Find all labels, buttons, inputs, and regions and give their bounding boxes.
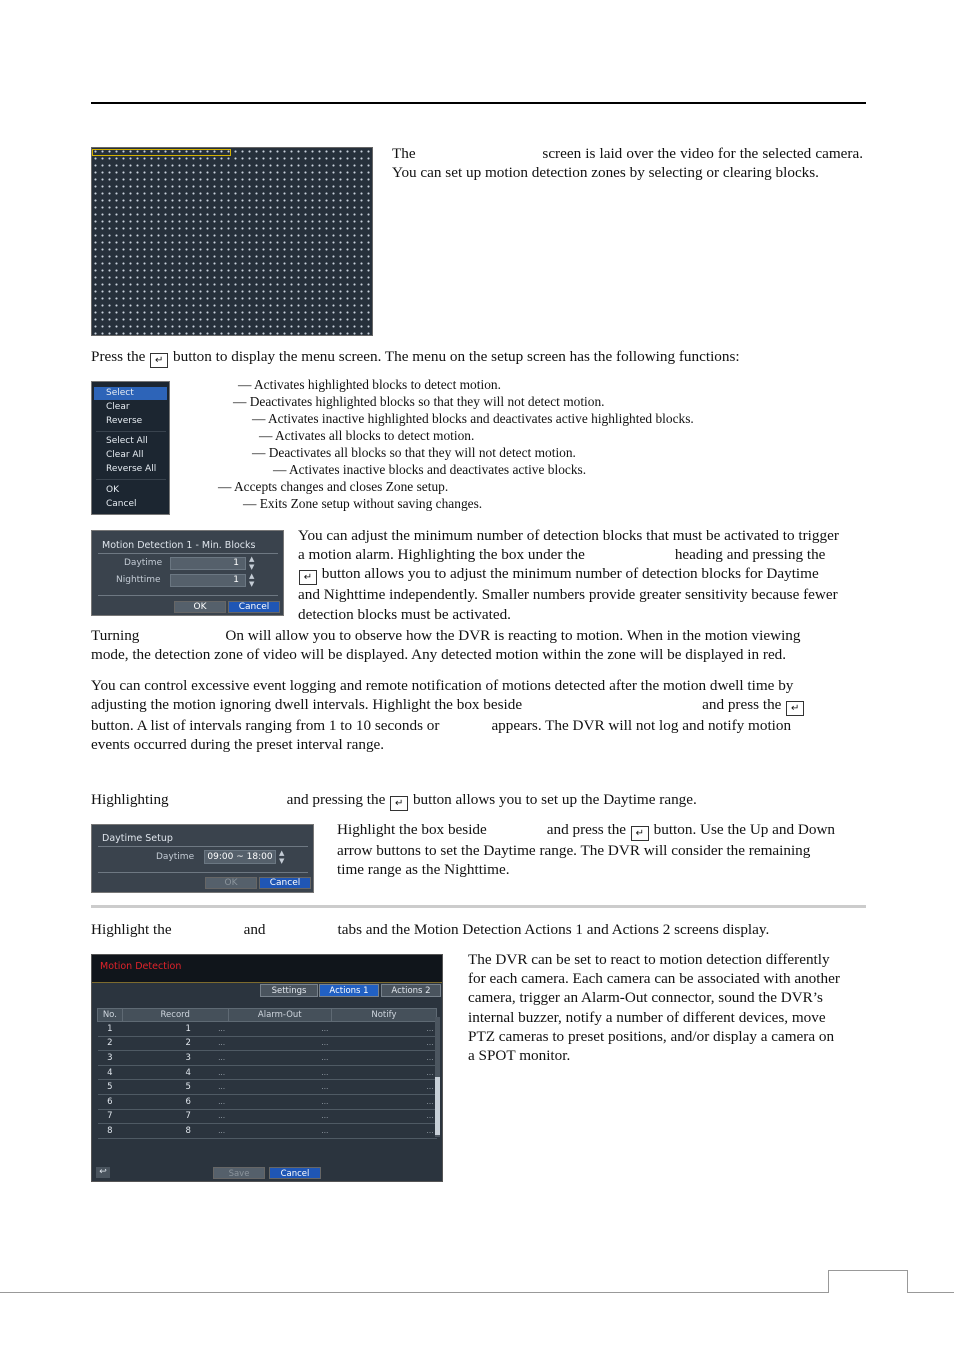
cell-record[interactable] xyxy=(122,1080,228,1095)
cell-notify[interactable] xyxy=(331,1036,436,1051)
ellipsis-icon[interactable]: … xyxy=(218,1112,226,1121)
cell-no: 2 xyxy=(98,1036,123,1051)
ellipsis-icon[interactable]: … xyxy=(426,1039,434,1048)
ellipsis-icon[interactable]: … xyxy=(426,1083,434,1092)
ellipsis-icon[interactable]: … xyxy=(426,1053,434,1062)
cancel-button[interactable]: Cancel xyxy=(228,601,280,613)
ellipsis-icon[interactable]: … xyxy=(321,1053,329,1062)
daytime-label: Daytime xyxy=(124,558,163,568)
cell-value: 6 xyxy=(185,1096,191,1107)
cell-no: 3 xyxy=(98,1051,123,1066)
cell-value: 5 xyxy=(185,1082,191,1093)
cell-no: 5 xyxy=(98,1080,123,1095)
ellipsis-icon[interactable]: … xyxy=(218,1068,226,1077)
ellipsis-icon[interactable]: … xyxy=(218,1053,226,1062)
cell-notify[interactable] xyxy=(331,1022,436,1037)
tab-actions-2[interactable]: Actions 2 xyxy=(381,984,441,997)
col-notify: Notify xyxy=(331,1009,436,1022)
desc-ok: — Accepts changes and closes Zone setup. xyxy=(218,479,449,494)
menu-item-clear-all[interactable]: Clear All xyxy=(106,450,144,460)
enter-key-icon: ↵ xyxy=(150,353,168,368)
cell-record[interactable] xyxy=(122,1109,228,1124)
save-button[interactable]: Save xyxy=(213,1167,265,1179)
menu-item-select-all[interactable]: Select All xyxy=(106,436,148,446)
tab-actions-1[interactable]: Actions 1 xyxy=(319,984,379,997)
cell-alarm-out[interactable] xyxy=(228,1022,331,1037)
menu-item-ok[interactable]: OK xyxy=(106,485,119,495)
ok-button[interactable]: OK xyxy=(205,877,257,889)
header-rule xyxy=(91,102,866,104)
min-blocks-paragraph: You can adjust the minimum number of detection blocks that must be activated to trigger a motion alarm. Highlighting the box under the heading and pressing the ↵ button allows you to adjust the minimum number of detection blocks for Daytime and Nighttime independently. Smaller numbers provide greater sensitivity because fewer detection blocks must be activated. xyxy=(298,527,839,623)
col-no: No. xyxy=(98,1009,123,1022)
tab-settings[interactable]: Settings xyxy=(260,984,318,997)
ellipsis-icon[interactable]: … xyxy=(218,1097,226,1106)
nighttime-min-blocks-field[interactable]: 1 xyxy=(170,574,246,587)
desc-cancel: — Exits Zone setup without saving changes. xyxy=(243,496,483,511)
press-menu-line: Press the ↵ button to display the menu screen. The menu on the setup screen has the following functions: xyxy=(91,348,740,366)
ellipsis-icon[interactable]: … xyxy=(321,1112,329,1121)
menu-item-reverse-all[interactable]: Reverse All xyxy=(106,464,157,474)
table-row[interactable] xyxy=(98,1022,437,1037)
daytime-paragraph: Highlight the box beside and press the ↵ button. Use the Up and Down arrow buttons to set the Daytime range. The DVR will consider the remaining time range as the Nighttime. xyxy=(337,821,836,879)
cell-notify[interactable] xyxy=(331,1080,436,1095)
cancel-button[interactable]: Cancel xyxy=(259,877,311,889)
cell-record[interactable] xyxy=(122,1124,228,1139)
cell-value: 7 xyxy=(185,1111,191,1122)
section-divider xyxy=(91,905,866,908)
ellipsis-icon[interactable]: … xyxy=(218,1083,226,1092)
nighttime-label: Nighttime xyxy=(116,575,161,585)
ellipsis-icon[interactable]: … xyxy=(218,1126,226,1135)
desc-select-all: — Activates all blocks to detect motion. xyxy=(259,428,475,443)
desc-reverse-all: — Activates inactive blocks and deactivates active blocks. xyxy=(273,462,587,477)
ellipsis-icon[interactable]: … xyxy=(321,1126,329,1135)
cell-no: 6 xyxy=(98,1094,123,1109)
menu-item-cancel[interactable]: Cancel xyxy=(106,499,137,509)
cell-alarm-out[interactable] xyxy=(228,1051,331,1066)
table-row[interactable] xyxy=(98,1094,437,1109)
ellipsis-icon[interactable]: … xyxy=(218,1024,226,1033)
daytime-label: Daytime xyxy=(156,852,195,862)
table-row[interactable] xyxy=(98,1124,437,1139)
cell-no: 8 xyxy=(98,1124,123,1139)
zone-intro-paragraph: The screen is laid over the video for the selected camera. You can set up motion detection zones by selecting or clearing blocks. xyxy=(392,145,871,182)
daytime-intro-line: Highlighting and pressing the ↵ button allows you to set up the Daytime range. xyxy=(91,791,697,809)
enter-key-icon: ↵ xyxy=(631,826,649,841)
ellipsis-icon[interactable]: … xyxy=(426,1024,434,1033)
ellipsis-icon[interactable]: … xyxy=(321,1068,329,1077)
motion-detection-screen xyxy=(91,954,443,1182)
menu-item-select[interactable]: Select xyxy=(94,387,167,400)
dialog-title: Motion Detection 1 - Min. Blocks xyxy=(102,540,256,551)
cell-notify[interactable] xyxy=(331,1051,436,1066)
back-icon[interactable]: ↩ xyxy=(96,1167,110,1178)
cell-notify[interactable] xyxy=(331,1109,436,1124)
enter-key-icon: ↵ xyxy=(786,701,804,716)
col-alarm-out: Alarm-Out xyxy=(228,1009,331,1022)
screen-title: Motion Detection xyxy=(100,961,182,972)
scrollbar-thumb[interactable] xyxy=(435,1077,440,1135)
cell-no: 7 xyxy=(98,1109,123,1124)
ellipsis-icon[interactable]: … xyxy=(426,1097,434,1106)
zone-selection-cursor xyxy=(92,149,231,156)
cell-alarm-out[interactable] xyxy=(228,1065,331,1080)
zone-setup-menu xyxy=(91,381,170,515)
daytime-min-blocks-field[interactable]: 1 xyxy=(170,557,246,570)
cell-record[interactable] xyxy=(122,1051,228,1066)
dwell-paragraph: You can control excessive event logging and remote notification of motions detected after the motion dwell time by adjusting the motion ignoring dwell intervals. Highlight the box beside and press the ↵ button. A list of intervals ranging from 1 to 10 seconds or appears. The DVR will not log and notify motion events occurred during the preset interval range. xyxy=(91,676,866,755)
spin-arrows-icon[interactable]: ▲ ▼ xyxy=(249,555,255,571)
ellipsis-icon[interactable]: … xyxy=(426,1068,434,1077)
table-row[interactable] xyxy=(98,1080,437,1095)
cell-alarm-out[interactable] xyxy=(228,1124,331,1139)
actions-intro-line: Highlight the and tabs and the Motion Detection Actions 1 and Actions 2 screens display. xyxy=(91,921,770,938)
desc-clear: — Deactivates highlighted blocks so that they will not detect motion. xyxy=(233,394,605,409)
cell-alarm-out[interactable] xyxy=(228,1094,331,1109)
cell-alarm-out[interactable] xyxy=(228,1109,331,1124)
ok-button[interactable]: OK xyxy=(174,601,226,613)
cell-alarm-out[interactable] xyxy=(228,1080,331,1095)
table-row[interactable] xyxy=(98,1036,437,1051)
ellipsis-icon[interactable]: … xyxy=(321,1039,329,1048)
enter-key-icon: ↵ xyxy=(390,796,408,811)
dialog-title: Daytime Setup xyxy=(102,833,173,844)
cell-value: 1 xyxy=(185,1023,191,1034)
col-record: Record xyxy=(122,1009,228,1022)
cell-value: 8 xyxy=(185,1125,191,1136)
menu-item-reverse[interactable]: Reverse xyxy=(106,416,143,426)
ellipsis-icon[interactable]: … xyxy=(426,1112,434,1121)
daytime-range-field[interactable]: 09:00 ~ 18:00 xyxy=(204,850,276,864)
cell-record[interactable] xyxy=(122,1094,228,1109)
cell-alarm-out[interactable] xyxy=(228,1036,331,1051)
enter-key-icon: ↵ xyxy=(299,570,317,585)
cell-value: 4 xyxy=(185,1067,191,1078)
cell-record[interactable] xyxy=(122,1065,228,1080)
actions-paragraph: The DVR can be set to react to motion detection differently for each camera. Each camera can be associated with another camera, trigger an Alarm-Out connector, sound the DVR’s internal buzzer, notify a number of different devices, move PTZ cameras to preset positions, and/or display a camera on a SPOT monitor. xyxy=(468,951,840,1065)
footer-rule xyxy=(0,1292,954,1293)
cell-no: 1 xyxy=(98,1022,123,1037)
actions-table xyxy=(97,1008,437,1139)
motion-viewing-paragraph: Turning On will allow you to observe how the DVR is reacting to motion. When in the motion viewing mode, the detection zone of video will be displayed. Any detected motion within the zone will be displayed in red. xyxy=(91,627,801,664)
desc-select: — Activates highlighted blocks to detect motion. xyxy=(238,377,501,392)
cell-notify[interactable] xyxy=(331,1065,436,1080)
cell-notify[interactable] xyxy=(331,1124,436,1139)
cell-notify[interactable] xyxy=(331,1094,436,1109)
page-number-box xyxy=(828,1270,908,1293)
spin-arrows-icon[interactable]: ▲ ▼ xyxy=(279,849,285,865)
spin-arrows-icon[interactable]: ▲ ▼ xyxy=(249,572,255,588)
cancel-button[interactable]: Cancel xyxy=(269,1167,321,1179)
cell-record[interactable] xyxy=(122,1022,228,1037)
cell-value: 2 xyxy=(185,1038,191,1049)
ellipsis-icon[interactable]: … xyxy=(321,1024,329,1033)
daytime-setup-dialog xyxy=(91,824,314,893)
cell-value: 3 xyxy=(185,1052,191,1063)
desc-reverse: — Activates inactive highlighted blocks and deactivates active highlighted blocks. xyxy=(252,411,694,426)
table-row[interactable] xyxy=(98,1051,437,1066)
ellipsis-icon[interactable]: … xyxy=(321,1097,329,1106)
ellipsis-icon[interactable]: … xyxy=(426,1126,434,1135)
table-row[interactable] xyxy=(98,1065,437,1080)
cell-record[interactable] xyxy=(122,1036,228,1051)
ellipsis-icon[interactable]: … xyxy=(218,1039,226,1048)
menu-item-clear[interactable]: Clear xyxy=(106,402,130,412)
table-row[interactable] xyxy=(98,1109,437,1124)
ellipsis-icon[interactable]: … xyxy=(321,1083,329,1092)
min-blocks-dialog xyxy=(91,530,284,616)
desc-clear-all: — Deactivates all blocks so that they will not detect motion. xyxy=(252,445,576,460)
zone-grid-screenshot xyxy=(91,147,373,336)
cell-no: 4 xyxy=(98,1065,123,1080)
